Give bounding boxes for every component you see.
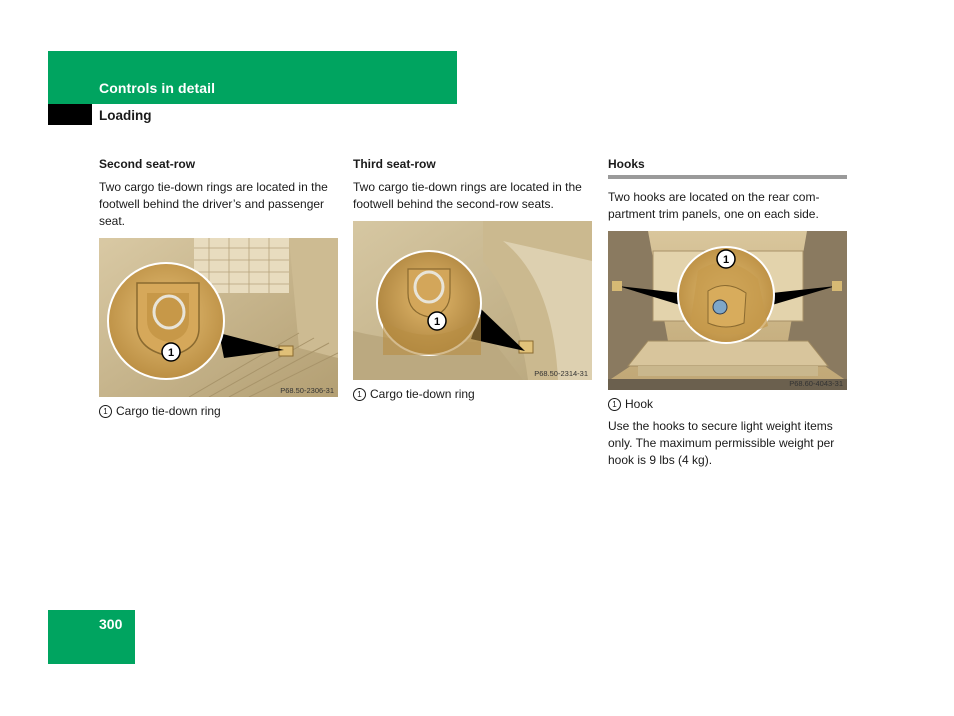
- caption-text: Cargo tie-down ring: [116, 404, 221, 418]
- callout-number-badge: 1: [353, 388, 366, 401]
- column-description: Two cargo tie-down rings are located in the footwell behind the driver’s and passenger seat.: [99, 180, 328, 228]
- figure-caption: [99, 403, 339, 420]
- column-hooks: [608, 156, 848, 469]
- figure-code: P68.50-2314-31: [534, 369, 588, 378]
- hook-photo: [608, 231, 847, 390]
- tie-down-ring-photo: [353, 221, 592, 380]
- callout-number-badge: 1: [99, 405, 112, 418]
- tie-down-ring-photo: [99, 238, 338, 397]
- column-heading: Hooks: [608, 157, 645, 171]
- column-description: Two hooks are located on the rear com- partment trim panels, one on each side.: [608, 190, 820, 221]
- figure-code: P68.50-2306-31: [280, 386, 334, 395]
- column-heading: Second seat-row: [99, 157, 196, 171]
- callout-number-badge: 1: [608, 398, 621, 411]
- figure-callout-number: 1: [167, 347, 175, 359]
- heading-rule: [608, 175, 847, 179]
- figure-callout-number: 1: [722, 254, 730, 266]
- caption-text: Cargo tie-down ring: [370, 387, 475, 401]
- figure-callout-number: 1: [433, 316, 441, 328]
- hook-illustration: [608, 231, 847, 390]
- section-title: Controls in detail: [99, 80, 216, 96]
- figure-code: P68.60-4043-31: [789, 379, 843, 388]
- section-tab-marker: [48, 104, 92, 125]
- header-band: [48, 51, 457, 104]
- figure-caption: [353, 386, 593, 403]
- caption-text: Hook: [625, 397, 654, 411]
- page-number: 300: [99, 616, 123, 632]
- subsection-title: Loading: [99, 108, 152, 123]
- column-second-seat-row: [99, 156, 339, 420]
- tie-down-ring-illustration: [353, 221, 592, 380]
- weight-limit-note: Use the hooks to secure light weight items only. The maximum permissible weight per hook is 9 lbs (4 kg).: [608, 419, 835, 467]
- column-heading: Third seat-row: [353, 157, 436, 171]
- figure-caption: [608, 396, 848, 413]
- tie-down-ring-illustration: [99, 238, 338, 397]
- column-third-seat-row: [353, 156, 593, 403]
- column-description: Two cargo tie-down rings are located in the footwell behind the second-row seats.: [353, 180, 582, 211]
